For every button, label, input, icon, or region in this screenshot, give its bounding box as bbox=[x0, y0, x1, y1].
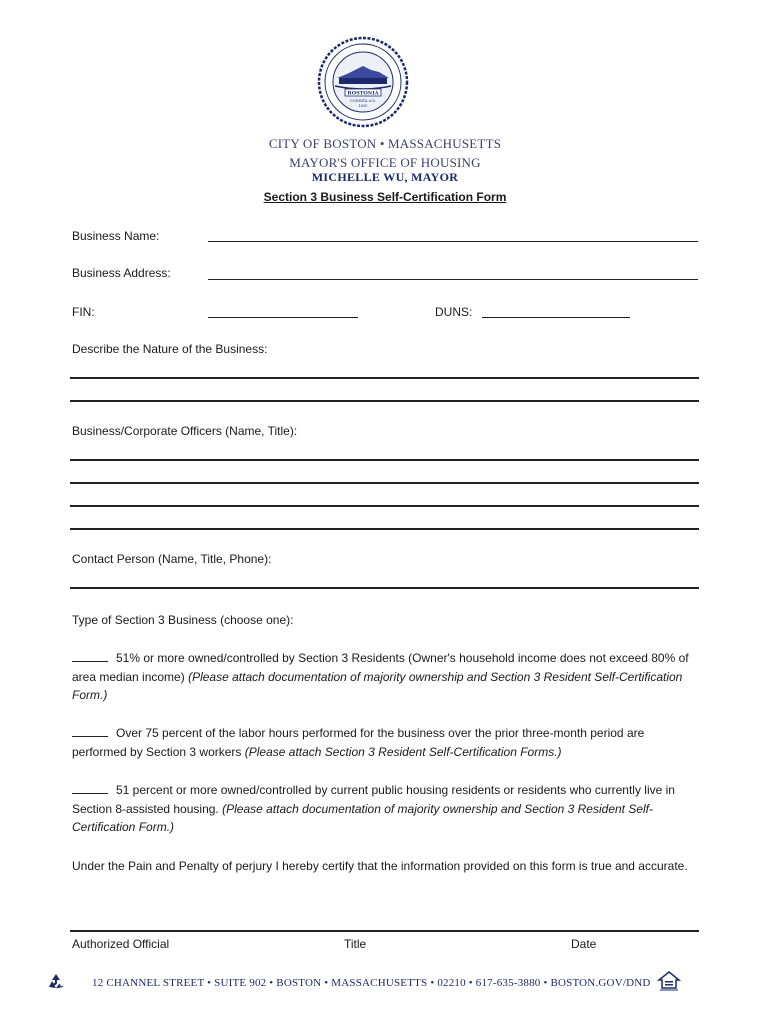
footer-address: 12 CHANNEL STREET • SUITE 902 • BOSTON • MASSACHUSETTS • 02210 • 617-635-3880 • BOSTON.GOV/DND bbox=[92, 977, 651, 989]
duns-label: DUNS: bbox=[435, 305, 473, 319]
seal-text-year: 1630 bbox=[358, 104, 368, 108]
option-2-note: (Please attach Section 3 Resident Self-Certification Forms.) bbox=[244, 744, 562, 759]
official-label: Authorized Official bbox=[72, 937, 170, 951]
officers-line-1[interactable] bbox=[70, 459, 699, 461]
business-name-label: Business Name: bbox=[72, 229, 160, 243]
nature-line-2[interactable] bbox=[70, 400, 699, 402]
option-2-checkbox-blank[interactable] bbox=[72, 726, 108, 737]
contact-line[interactable] bbox=[70, 587, 699, 589]
officers-label: Business/Corporate Officers (Name, Title): bbox=[72, 424, 298, 438]
fin-field[interactable] bbox=[208, 317, 358, 318]
city-seal-logo bbox=[317, 36, 409, 128]
option-3-note: (Please attach documentation of majority ownership and Section 3 Resident Self-Certification Form.) bbox=[72, 801, 654, 834]
nature-label: Describe the Nature of the Business: bbox=[72, 342, 268, 356]
contact-label: Contact Person (Name, Title, Phone): bbox=[72, 552, 272, 566]
business-address-field[interactable] bbox=[208, 279, 698, 280]
office-line: MAYOR'S OFFICE OF HOUSING bbox=[289, 155, 481, 170]
type-label: Type of Section 3 Business (choose one): bbox=[72, 613, 294, 627]
date-label: Date bbox=[571, 937, 597, 951]
option-3-checkbox-blank[interactable] bbox=[72, 783, 108, 794]
option-1 bbox=[72, 649, 702, 705]
business-address-label: Business Address: bbox=[72, 266, 171, 280]
city-line: CITY OF BOSTON • MASSACHUSETTS bbox=[268, 136, 502, 151]
signature-line[interactable] bbox=[70, 930, 699, 932]
officers-line-4[interactable] bbox=[70, 528, 699, 530]
option-1-note: (Please attach documentation of majority ownership and Section 3 Resident Self-Certification Form.) bbox=[72, 669, 683, 702]
officers-line-2[interactable] bbox=[70, 482, 699, 484]
recycle-icon bbox=[46, 972, 66, 992]
option-2-text: Over 75 percent of the labor hours performed for the business over the prior three-month period are performed by Section 3 workers bbox=[72, 726, 645, 759]
option-1-checkbox-blank[interactable] bbox=[72, 651, 108, 662]
seal-text-mid: CONDITA A.D. bbox=[349, 99, 377, 103]
seal-text-top: BOSTONIA bbox=[347, 90, 379, 97]
duns-field[interactable] bbox=[482, 317, 630, 318]
option-1-text: 51% or more owned/controlled by Section 3 Residents (Owner's household income does not exceed 80% of area median income) bbox=[72, 651, 689, 684]
form-title: Section 3 Business Self-Certification Form bbox=[263, 190, 507, 204]
mayor-line: MICHELLE WU, MAYOR bbox=[311, 170, 459, 184]
fin-label: FIN: bbox=[72, 305, 95, 319]
certify-text: Under the Pain and Penalty of perjury I hereby certify that the information provided on this form is true and accurate. bbox=[72, 859, 688, 873]
business-name-field[interactable] bbox=[208, 241, 698, 242]
option-3-text: 51 percent or more owned/controlled by current public housing residents or residents who currently live in Section 8-assisted housing. bbox=[72, 783, 675, 816]
equal-housing-icon bbox=[656, 970, 682, 992]
option-3 bbox=[72, 781, 702, 837]
option-2 bbox=[72, 724, 702, 761]
title-label: Title bbox=[344, 937, 367, 951]
nature-line-1[interactable] bbox=[70, 377, 699, 379]
officers-line-3[interactable] bbox=[70, 505, 699, 507]
